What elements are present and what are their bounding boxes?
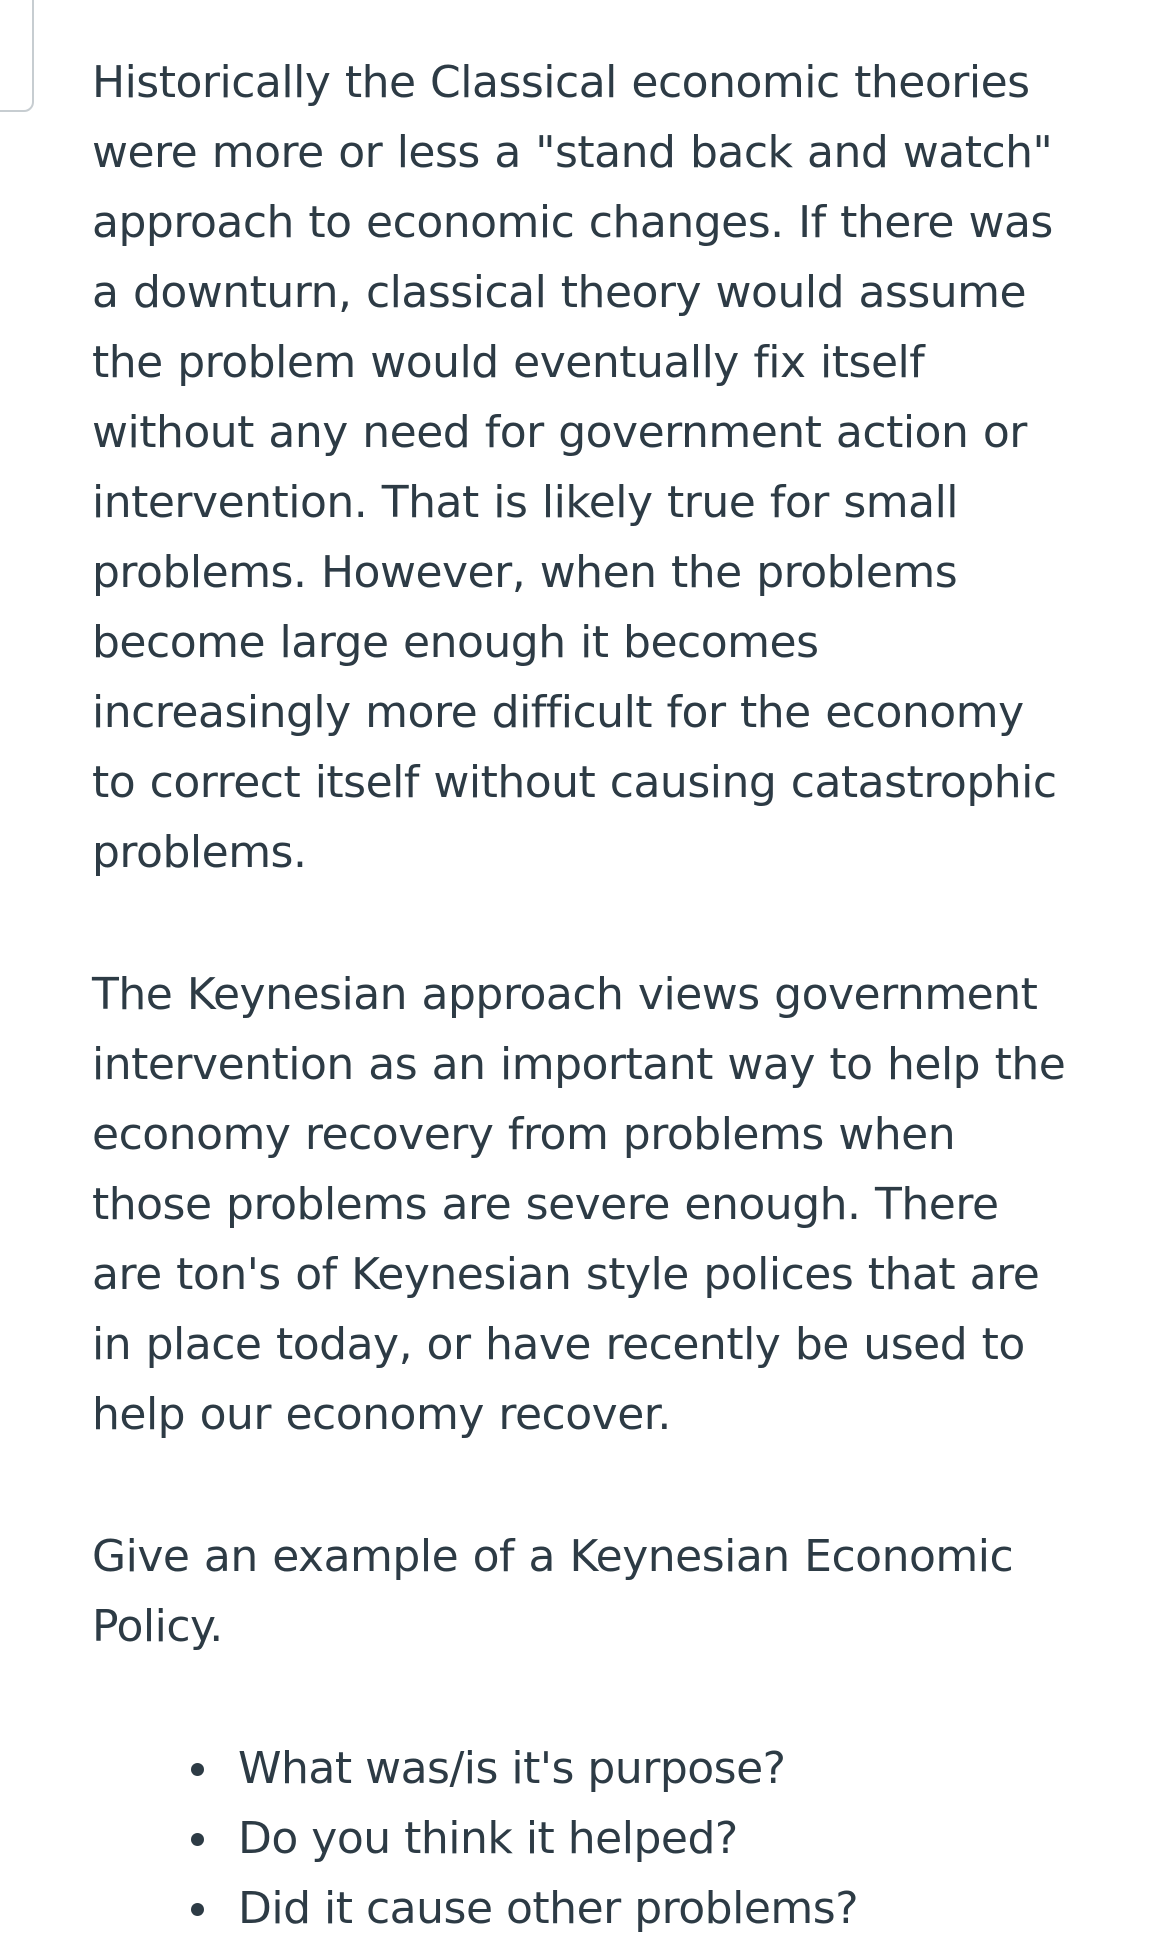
bullet-item-purpose bbox=[238, 1734, 1092, 1804]
card-corner-frame bbox=[0, 0, 34, 112]
paragraph-keynesian-approach bbox=[92, 960, 1092, 1450]
text-line: those problems are severe enough. There bbox=[92, 1179, 999, 1230]
bullet-text: Did it cause other problems? bbox=[238, 1883, 859, 1934]
text-line: The Keynesian approach views government bbox=[92, 969, 1038, 1020]
text-line: in place today, or have recently be used to bbox=[92, 1319, 1025, 1370]
text-line: become large enough it becomes bbox=[92, 617, 819, 668]
text-line: Policy. bbox=[92, 1601, 223, 1652]
text-line: Historically the Classical economic theories bbox=[92, 57, 1030, 108]
question-bullet-list bbox=[92, 1734, 1092, 1944]
bullet-text: What was/is it's purpose? bbox=[238, 1743, 786, 1794]
text-line: are ton's of Keynesian style polices that are bbox=[92, 1249, 1040, 1300]
text-line: the problem would eventually fix itself bbox=[92, 337, 925, 388]
text-line: a downturn, classical theory would assume bbox=[92, 267, 1027, 318]
text-line: intervention as an important way to help the bbox=[92, 1039, 1066, 1090]
bullet-item-helped bbox=[238, 1804, 1092, 1874]
bullet-item-other-problems bbox=[238, 1874, 1092, 1944]
paragraph-classical-theory bbox=[92, 48, 1092, 888]
paragraph-prompt bbox=[92, 1522, 1092, 1662]
text-line: help our economy recover. bbox=[92, 1389, 671, 1440]
question-content bbox=[92, 48, 1092, 1944]
text-line: problems. bbox=[92, 827, 307, 878]
text-line: without any need for government action or bbox=[92, 407, 1027, 458]
text-line: approach to economic changes. If there was bbox=[92, 197, 1053, 248]
text-line: were more or less a "stand back and watch" bbox=[92, 127, 1053, 178]
bullet-text: Do you think it helped? bbox=[238, 1813, 738, 1864]
text-line: increasingly more difficult for the economy bbox=[92, 687, 1024, 738]
bullet-icon bbox=[191, 1763, 204, 1776]
bullet-icon bbox=[191, 1903, 204, 1916]
text-line: Give an example of a Keynesian Economic bbox=[92, 1531, 1014, 1582]
text-line: problems. However, when the problems bbox=[92, 547, 958, 598]
text-line: to correct itself without causing catastrophic bbox=[92, 757, 1057, 808]
text-line: economy recovery from problems when bbox=[92, 1109, 956, 1160]
bullet-icon bbox=[191, 1833, 204, 1846]
text-line: intervention. That is likely true for small bbox=[92, 477, 959, 528]
